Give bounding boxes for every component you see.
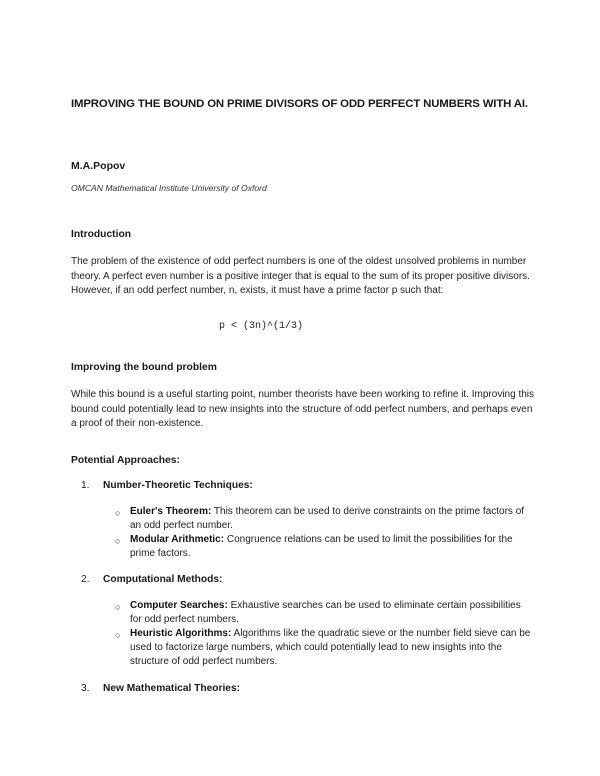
approach-number: 1. bbox=[81, 480, 90, 491]
section-heading-introduction: Introduction bbox=[71, 229, 132, 240]
bullet-item-eulers-theorem bbox=[115, 505, 535, 533]
bullet-circle-icon: ○ bbox=[115, 630, 121, 640]
approach-label: New Mathematical Theories: bbox=[103, 683, 241, 694]
approach-number: 2. bbox=[81, 574, 90, 585]
bullet-term: Modular Arithmetic: bbox=[130, 534, 225, 545]
bullet-text: Exhaustive searches can be used to eliminate certain possibilities for odd perfect numbers. bbox=[130, 600, 521, 626]
bullet-text: Congruence relations can be used to limit the possibilities for the prime factors. bbox=[130, 534, 513, 560]
bullet-text: This theorem can be used to derive constraints on the prime factors of an odd perfect number. bbox=[130, 506, 525, 532]
bullet-term: Euler's Theorem: bbox=[130, 506, 212, 517]
author-name: M.A.Popov bbox=[71, 160, 126, 172]
approach-item-3 bbox=[81, 683, 240, 694]
introduction-paragraph: The problem of the existence of odd perfect numbers is one of the oldest unsolved problems in number theory. A perfect even number is a positive integer that is equal to the sum of its proper positive divisors. However, if an odd perfect number, n, exists, it must have a prime factor p such that: bbox=[71, 256, 530, 297]
bullet-item-modular-arithmetic bbox=[115, 533, 535, 561]
section-heading-approaches: Potential Approaches: bbox=[71, 455, 180, 466]
approach-item-1 bbox=[81, 480, 253, 491]
author-affiliation: OMCAN Mathematical Institute University of Oxford bbox=[71, 183, 267, 193]
bullet-term: Heuristic Algorithms: bbox=[130, 628, 232, 639]
bullet-circle-icon: ○ bbox=[115, 536, 121, 546]
bullet-circle-icon: ○ bbox=[115, 508, 121, 518]
paper-title: IMPROVING THE BOUND ON PRIME DIVISORS OF ODD PERFECT NUMBERS WITH AI. bbox=[71, 98, 528, 110]
bound-formula: p < (3n)^(1/3) bbox=[219, 321, 304, 332]
bullet-circle-icon: ○ bbox=[115, 602, 121, 612]
bullet-item-heuristic-algorithms bbox=[115, 627, 535, 670]
approach-item-2 bbox=[81, 574, 222, 585]
bullet-item-computer-searches bbox=[115, 599, 535, 627]
bullet-term: Computer Searches: bbox=[130, 600, 228, 611]
bullet-text: Algorithms like the quadratic sieve or the number field sieve can be used to factorize large numbers, which could potentially lead to new insights into the structure of odd perfect numbers. bbox=[130, 628, 531, 668]
approach-label: Computational Methods: bbox=[103, 574, 223, 585]
approach-number: 3. bbox=[81, 683, 90, 694]
bound-problem-paragraph: While this bound is a useful starting point, number theorists have been working to refine it. Improving this bound could potentially lead to new insights into the structure of odd perfect numbers, and perhaps even a proof of their non-existence. bbox=[71, 389, 535, 430]
section-heading-bound-problem: Improving the bound problem bbox=[71, 362, 217, 373]
approach-label: Number-Theoretic Techniques: bbox=[103, 480, 253, 491]
